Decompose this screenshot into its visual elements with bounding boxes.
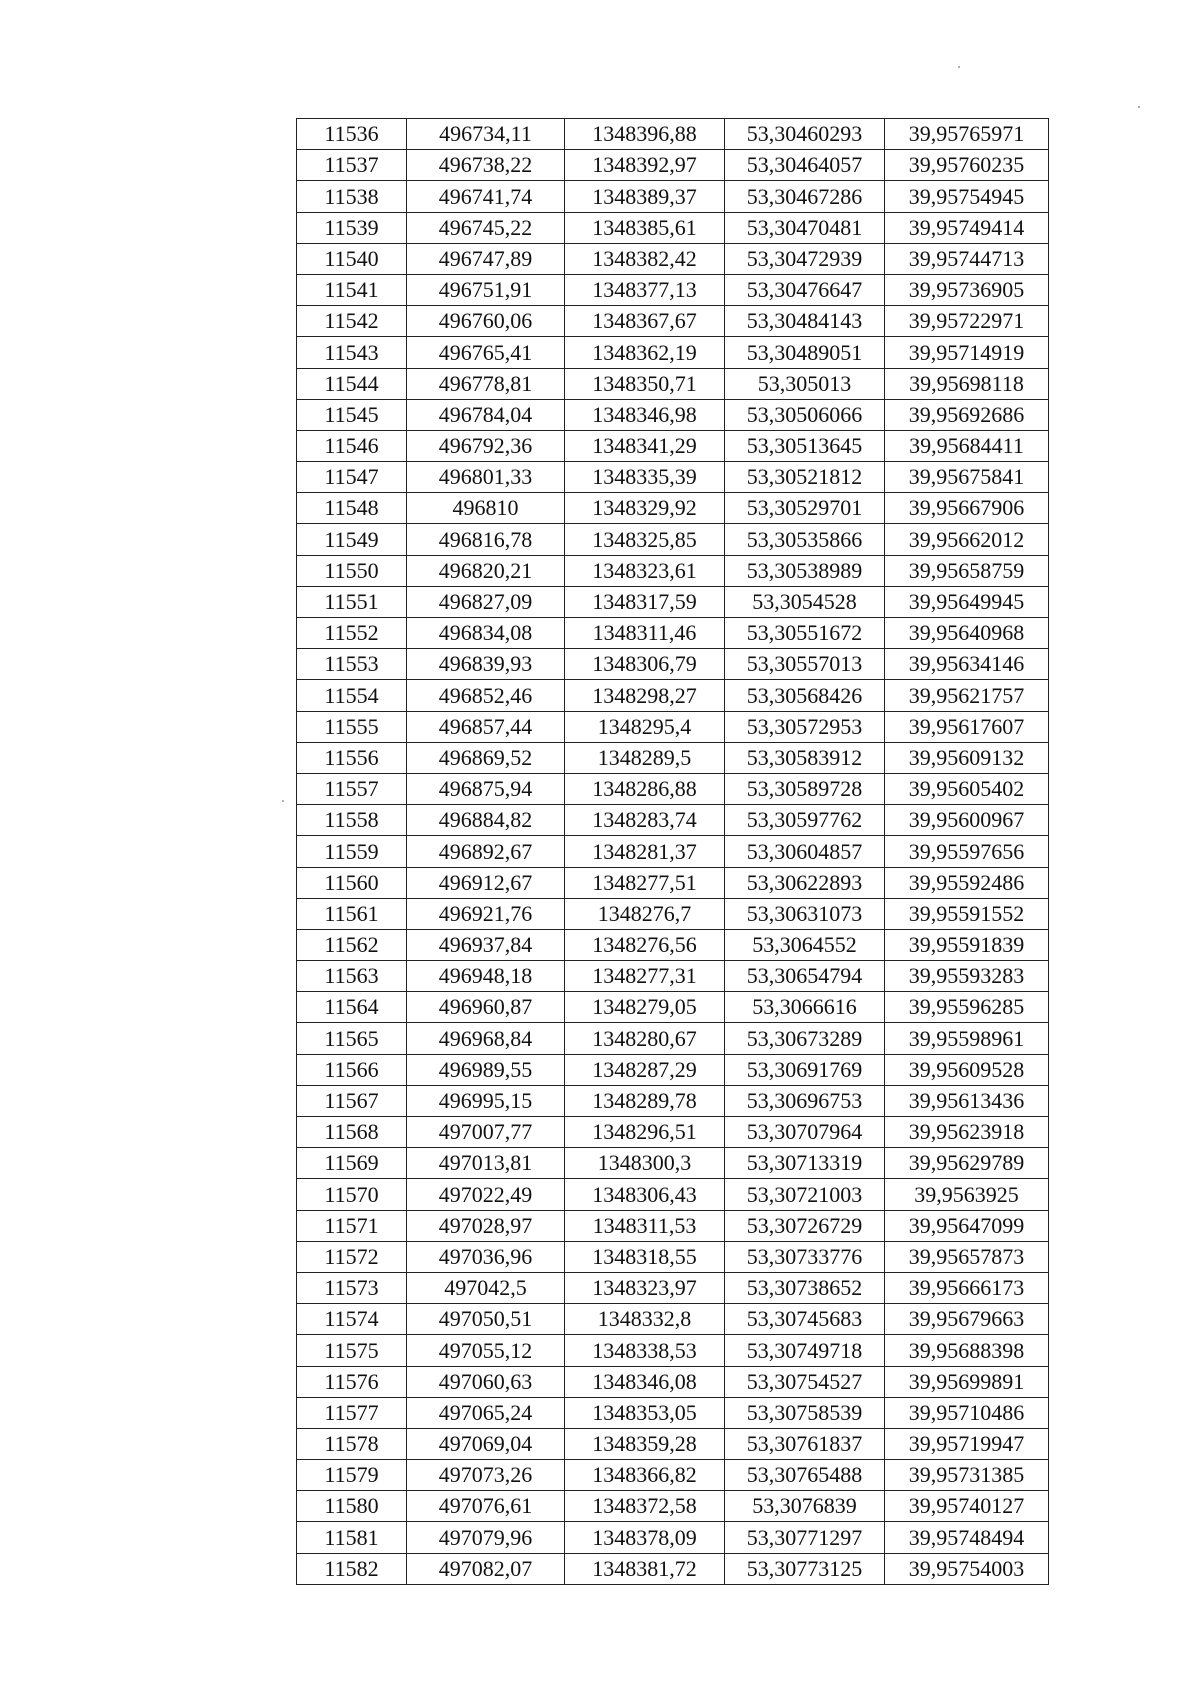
point-number-cell: 11549: [297, 524, 407, 555]
latitude-cell: 53,30589728: [725, 773, 885, 804]
longitude-cell: 39,95740127: [885, 1491, 1049, 1522]
point-number-cell: 11579: [297, 1460, 407, 1491]
table-row: [297, 119, 1049, 150]
y-coordinate-cell: 1348382,42: [565, 243, 725, 274]
latitude-cell: 53,30489051: [725, 337, 885, 368]
y-coordinate-cell: 1348385,61: [565, 212, 725, 243]
point-number-cell: 11582: [297, 1553, 407, 1584]
latitude-cell: 53,30773125: [725, 1553, 885, 1584]
longitude-cell: 39,95649945: [885, 586, 1049, 617]
longitude-cell: 39,95675841: [885, 462, 1049, 493]
table-row: [297, 1553, 1049, 1584]
latitude-cell: 53,30538989: [725, 555, 885, 586]
point-number-cell: 11553: [297, 649, 407, 680]
longitude-cell: 39,95662012: [885, 524, 1049, 555]
longitude-cell: 39,95692686: [885, 399, 1049, 430]
table-row: [297, 181, 1049, 212]
point-number-cell: 11540: [297, 243, 407, 274]
x-coordinate-cell: 496968,84: [407, 1023, 565, 1054]
point-number-cell: 11565: [297, 1023, 407, 1054]
point-number-cell: 11561: [297, 898, 407, 929]
longitude-cell: 39,95596285: [885, 992, 1049, 1023]
point-number-cell: 11552: [297, 618, 407, 649]
table-row: [297, 1148, 1049, 1179]
point-number-cell: 11547: [297, 462, 407, 493]
y-coordinate-cell: 1348311,53: [565, 1210, 725, 1241]
y-coordinate-cell: 1348279,05: [565, 992, 725, 1023]
latitude-cell: 53,30622893: [725, 867, 885, 898]
x-coordinate-cell: 496827,09: [407, 586, 565, 617]
point-number-cell: 11572: [297, 1241, 407, 1272]
table-row: [297, 992, 1049, 1023]
latitude-cell: 53,30733776: [725, 1241, 885, 1272]
longitude-cell: 39,95591839: [885, 929, 1049, 960]
x-coordinate-cell: 496747,89: [407, 243, 565, 274]
table-row: [297, 524, 1049, 555]
x-coordinate-cell: 496734,11: [407, 119, 565, 150]
y-coordinate-cell: 1348281,37: [565, 836, 725, 867]
x-coordinate-cell: 497065,24: [407, 1397, 565, 1428]
x-coordinate-cell: 496792,36: [407, 430, 565, 461]
point-number-cell: 11575: [297, 1335, 407, 1366]
x-coordinate-cell: 497073,26: [407, 1460, 565, 1491]
longitude-cell: 39,95593283: [885, 961, 1049, 992]
x-coordinate-cell: 496995,15: [407, 1085, 565, 1116]
table-row: [297, 1335, 1049, 1366]
y-coordinate-cell: 1348318,55: [565, 1241, 725, 1272]
latitude-cell: 53,30557013: [725, 649, 885, 680]
y-coordinate-cell: 1348306,43: [565, 1179, 725, 1210]
table-row: [297, 1272, 1049, 1303]
table-row: [297, 773, 1049, 804]
y-coordinate-cell: 1348381,72: [565, 1553, 725, 1584]
y-coordinate-cell: 1348329,92: [565, 493, 725, 524]
latitude-cell: 53,30749718: [725, 1335, 885, 1366]
point-number-cell: 11559: [297, 836, 407, 867]
x-coordinate-cell: 497013,81: [407, 1148, 565, 1179]
point-number-cell: 11548: [297, 493, 407, 524]
table-row: [297, 1085, 1049, 1116]
latitude-cell: 53,30597762: [725, 805, 885, 836]
point-number-cell: 11546: [297, 430, 407, 461]
x-coordinate-cell: 496884,82: [407, 805, 565, 836]
latitude-cell: 53,3076839: [725, 1491, 885, 1522]
x-coordinate-cell: 497069,04: [407, 1428, 565, 1459]
longitude-cell: 39,95621757: [885, 680, 1049, 711]
x-coordinate-cell: 496778,81: [407, 368, 565, 399]
longitude-cell: 39,95598961: [885, 1023, 1049, 1054]
longitude-cell: 39,95731385: [885, 1460, 1049, 1491]
latitude-cell: 53,30568426: [725, 680, 885, 711]
point-number-cell: 11558: [297, 805, 407, 836]
y-coordinate-cell: 1348296,51: [565, 1117, 725, 1148]
point-number-cell: 11567: [297, 1085, 407, 1116]
y-coordinate-cell: 1348300,3: [565, 1148, 725, 1179]
point-number-cell: 11571: [297, 1210, 407, 1241]
scan-speck: [1138, 106, 1140, 108]
table-row: [297, 586, 1049, 617]
point-number-cell: 11562: [297, 929, 407, 960]
longitude-cell: 39,95613436: [885, 1085, 1049, 1116]
point-number-cell: 11555: [297, 711, 407, 742]
point-number-cell: 11550: [297, 555, 407, 586]
x-coordinate-cell: 497082,07: [407, 1553, 565, 1584]
longitude-cell: 39,95688398: [885, 1335, 1049, 1366]
table-row: [297, 1023, 1049, 1054]
x-coordinate-cell: 497042,5: [407, 1272, 565, 1303]
y-coordinate-cell: 1348346,08: [565, 1366, 725, 1397]
y-coordinate-cell: 1348362,19: [565, 337, 725, 368]
longitude-cell: 39,95754003: [885, 1553, 1049, 1584]
latitude-cell: 53,30771297: [725, 1522, 885, 1553]
point-number-cell: 11564: [297, 992, 407, 1023]
x-coordinate-cell: 496820,21: [407, 555, 565, 586]
table-row: [297, 805, 1049, 836]
latitude-cell: 53,30696753: [725, 1085, 885, 1116]
latitude-cell: 53,30470481: [725, 212, 885, 243]
y-coordinate-cell: 1348366,82: [565, 1460, 725, 1491]
y-coordinate-cell: 1348289,78: [565, 1085, 725, 1116]
longitude-cell: 39,95609132: [885, 742, 1049, 773]
scan-speck: [958, 66, 960, 68]
y-coordinate-cell: 1348338,53: [565, 1335, 725, 1366]
x-coordinate-cell: 496751,91: [407, 274, 565, 305]
y-coordinate-cell: 1348367,67: [565, 306, 725, 337]
x-coordinate-cell: 496857,44: [407, 711, 565, 742]
latitude-cell: 53,30467286: [725, 181, 885, 212]
longitude-cell: 39,95754945: [885, 181, 1049, 212]
point-number-cell: 11539: [297, 212, 407, 243]
y-coordinate-cell: 1348372,58: [565, 1491, 725, 1522]
latitude-cell: 53,30583912: [725, 742, 885, 773]
latitude-cell: 53,30745683: [725, 1304, 885, 1335]
y-coordinate-cell: 1348277,31: [565, 961, 725, 992]
y-coordinate-cell: 1348396,88: [565, 119, 725, 150]
y-coordinate-cell: 1348280,67: [565, 1023, 725, 1054]
point-number-cell: 11580: [297, 1491, 407, 1522]
coordinates-table-body: [297, 119, 1049, 1585]
y-coordinate-cell: 1348378,09: [565, 1522, 725, 1553]
y-coordinate-cell: 1348283,74: [565, 805, 725, 836]
y-coordinate-cell: 1348392,97: [565, 150, 725, 181]
latitude-cell: 53,30738652: [725, 1272, 885, 1303]
table-row: [297, 1054, 1049, 1085]
latitude-cell: 53,30604857: [725, 836, 885, 867]
scan-speck: [282, 800, 284, 802]
x-coordinate-cell: 496869,52: [407, 742, 565, 773]
longitude-cell: 39,95765971: [885, 119, 1049, 150]
table-row: [297, 742, 1049, 773]
y-coordinate-cell: 1348295,4: [565, 711, 725, 742]
longitude-cell: 39,95600967: [885, 805, 1049, 836]
point-number-cell: 11578: [297, 1428, 407, 1459]
point-number-cell: 11563: [297, 961, 407, 992]
latitude-cell: 53,30754527: [725, 1366, 885, 1397]
point-number-cell: 11581: [297, 1522, 407, 1553]
table-row: [297, 836, 1049, 867]
longitude-cell: 39,95748494: [885, 1522, 1049, 1553]
latitude-cell: 53,30691769: [725, 1054, 885, 1085]
x-coordinate-cell: 497076,61: [407, 1491, 565, 1522]
latitude-cell: 53,30713319: [725, 1148, 885, 1179]
latitude-cell: 53,30721003: [725, 1179, 885, 1210]
latitude-cell: 53,30551672: [725, 618, 885, 649]
latitude-cell: 53,30761837: [725, 1428, 885, 1459]
x-coordinate-cell: 496834,08: [407, 618, 565, 649]
longitude-cell: 39,95666173: [885, 1272, 1049, 1303]
table-row: [297, 649, 1049, 680]
longitude-cell: 39,95629789: [885, 1148, 1049, 1179]
x-coordinate-cell: 497050,51: [407, 1304, 565, 1335]
y-coordinate-cell: 1348287,29: [565, 1054, 725, 1085]
latitude-cell: 53,30506066: [725, 399, 885, 430]
point-number-cell: 11569: [297, 1148, 407, 1179]
point-number-cell: 11568: [297, 1117, 407, 1148]
latitude-cell: 53,30513645: [725, 430, 885, 461]
y-coordinate-cell: 1348317,59: [565, 586, 725, 617]
y-coordinate-cell: 1348377,13: [565, 274, 725, 305]
y-coordinate-cell: 1348277,51: [565, 867, 725, 898]
longitude-cell: 39,95679663: [885, 1304, 1049, 1335]
table-row: [297, 212, 1049, 243]
point-number-cell: 11551: [297, 586, 407, 617]
point-number-cell: 11554: [297, 680, 407, 711]
x-coordinate-cell: 496960,87: [407, 992, 565, 1023]
latitude-cell: 53,30765488: [725, 1460, 885, 1491]
latitude-cell: 53,305013: [725, 368, 885, 399]
table-row: [297, 1179, 1049, 1210]
point-number-cell: 11566: [297, 1054, 407, 1085]
table-row: [297, 274, 1049, 305]
point-number-cell: 11542: [297, 306, 407, 337]
longitude-cell: 39,95714919: [885, 337, 1049, 368]
longitude-cell: 39,95634146: [885, 649, 1049, 680]
y-coordinate-cell: 1348286,88: [565, 773, 725, 804]
table-row: [297, 1397, 1049, 1428]
longitude-cell: 39,95597656: [885, 836, 1049, 867]
y-coordinate-cell: 1348311,46: [565, 618, 725, 649]
point-number-cell: 11543: [297, 337, 407, 368]
y-coordinate-cell: 1348335,39: [565, 462, 725, 493]
y-coordinate-cell: 1348346,98: [565, 399, 725, 430]
point-number-cell: 11574: [297, 1304, 407, 1335]
x-coordinate-cell: 497028,97: [407, 1210, 565, 1241]
x-coordinate-cell: 496810: [407, 493, 565, 524]
latitude-cell: 53,3066616: [725, 992, 885, 1023]
y-coordinate-cell: 1348323,61: [565, 555, 725, 586]
longitude-cell: 39,95657873: [885, 1241, 1049, 1272]
table-row: [297, 961, 1049, 992]
table-row: [297, 1522, 1049, 1553]
table-row: [297, 368, 1049, 399]
x-coordinate-cell: 497022,49: [407, 1179, 565, 1210]
longitude-cell: 39,95698118: [885, 368, 1049, 399]
x-coordinate-cell: 496765,41: [407, 337, 565, 368]
x-coordinate-cell: 496738,22: [407, 150, 565, 181]
y-coordinate-cell: 1348359,28: [565, 1428, 725, 1459]
longitude-cell: 39,95722971: [885, 306, 1049, 337]
point-number-cell: 11545: [297, 399, 407, 430]
table-row: [297, 929, 1049, 960]
table-row: [297, 243, 1049, 274]
x-coordinate-cell: 496760,06: [407, 306, 565, 337]
y-coordinate-cell: 1348289,5: [565, 742, 725, 773]
longitude-cell: 39,9563925: [885, 1179, 1049, 1210]
point-number-cell: 11573: [297, 1272, 407, 1303]
latitude-cell: 53,30535866: [725, 524, 885, 555]
longitude-cell: 39,95710486: [885, 1397, 1049, 1428]
x-coordinate-cell: 496912,67: [407, 867, 565, 898]
x-coordinate-cell: 496948,18: [407, 961, 565, 992]
table-row: [297, 306, 1049, 337]
latitude-cell: 53,30521812: [725, 462, 885, 493]
table-row: [297, 337, 1049, 368]
x-coordinate-cell: 496892,67: [407, 836, 565, 867]
x-coordinate-cell: 496921,76: [407, 898, 565, 929]
x-coordinate-cell: 496745,22: [407, 212, 565, 243]
y-coordinate-cell: 1348350,71: [565, 368, 725, 399]
latitude-cell: 53,30654794: [725, 961, 885, 992]
x-coordinate-cell: 496839,93: [407, 649, 565, 680]
table-row: [297, 1366, 1049, 1397]
longitude-cell: 39,95667906: [885, 493, 1049, 524]
longitude-cell: 39,95699891: [885, 1366, 1049, 1397]
longitude-cell: 39,95749414: [885, 212, 1049, 243]
point-number-cell: 11576: [297, 1366, 407, 1397]
x-coordinate-cell: 496784,04: [407, 399, 565, 430]
x-coordinate-cell: 497007,77: [407, 1117, 565, 1148]
table-row: [297, 1428, 1049, 1459]
table-row: [297, 680, 1049, 711]
longitude-cell: 39,95647099: [885, 1210, 1049, 1241]
x-coordinate-cell: 497036,96: [407, 1241, 565, 1272]
x-coordinate-cell: 496741,74: [407, 181, 565, 212]
x-coordinate-cell: 496816,78: [407, 524, 565, 555]
point-number-cell: 11544: [297, 368, 407, 399]
longitude-cell: 39,95760235: [885, 150, 1049, 181]
table-row: [297, 462, 1049, 493]
x-coordinate-cell: 496852,46: [407, 680, 565, 711]
y-coordinate-cell: 1348306,79: [565, 649, 725, 680]
point-number-cell: 11541: [297, 274, 407, 305]
table-row: [297, 493, 1049, 524]
longitude-cell: 39,95609528: [885, 1054, 1049, 1085]
y-coordinate-cell: 1348341,29: [565, 430, 725, 461]
x-coordinate-cell: 497060,63: [407, 1366, 565, 1397]
y-coordinate-cell: 1348389,37: [565, 181, 725, 212]
longitude-cell: 39,95617607: [885, 711, 1049, 742]
table-row: [297, 1304, 1049, 1335]
table-row: [297, 618, 1049, 649]
longitude-cell: 39,95658759: [885, 555, 1049, 586]
latitude-cell: 53,30476647: [725, 274, 885, 305]
longitude-cell: 39,95623918: [885, 1117, 1049, 1148]
y-coordinate-cell: 1348325,85: [565, 524, 725, 555]
x-coordinate-cell: 496801,33: [407, 462, 565, 493]
latitude-cell: 53,30472939: [725, 243, 885, 274]
x-coordinate-cell: 496875,94: [407, 773, 565, 804]
y-coordinate-cell: 1348353,05: [565, 1397, 725, 1428]
table-row: [297, 867, 1049, 898]
table-row: [297, 399, 1049, 430]
longitude-cell: 39,95605402: [885, 773, 1049, 804]
latitude-cell: 53,30673289: [725, 1023, 885, 1054]
x-coordinate-cell: 497055,12: [407, 1335, 565, 1366]
latitude-cell: 53,30460293: [725, 119, 885, 150]
table-row: [297, 150, 1049, 181]
table-row: [297, 711, 1049, 742]
y-coordinate-cell: 1348323,97: [565, 1272, 725, 1303]
point-number-cell: 11538: [297, 181, 407, 212]
y-coordinate-cell: 1348276,7: [565, 898, 725, 929]
x-coordinate-cell: 496937,84: [407, 929, 565, 960]
table-row: [297, 1241, 1049, 1272]
latitude-cell: 53,30631073: [725, 898, 885, 929]
x-coordinate-cell: 497079,96: [407, 1522, 565, 1553]
point-number-cell: 11577: [297, 1397, 407, 1428]
latitude-cell: 53,30758539: [725, 1397, 885, 1428]
latitude-cell: 53,30529701: [725, 493, 885, 524]
table-row: [297, 898, 1049, 929]
longitude-cell: 39,95736905: [885, 274, 1049, 305]
table-row: [297, 430, 1049, 461]
longitude-cell: 39,95744713: [885, 243, 1049, 274]
latitude-cell: 53,30707964: [725, 1117, 885, 1148]
table-row: [297, 1491, 1049, 1522]
longitude-cell: 39,95592486: [885, 867, 1049, 898]
table-row: [297, 1210, 1049, 1241]
point-number-cell: 11570: [297, 1179, 407, 1210]
point-number-cell: 11557: [297, 773, 407, 804]
longitude-cell: 39,95684411: [885, 430, 1049, 461]
x-coordinate-cell: 496989,55: [407, 1054, 565, 1085]
point-number-cell: 11556: [297, 742, 407, 773]
latitude-cell: 53,30484143: [725, 306, 885, 337]
y-coordinate-cell: 1348276,56: [565, 929, 725, 960]
point-number-cell: 11537: [297, 150, 407, 181]
point-number-cell: 11536: [297, 119, 407, 150]
latitude-cell: 53,30726729: [725, 1210, 885, 1241]
longitude-cell: 39,95640968: [885, 618, 1049, 649]
table-row: [297, 1460, 1049, 1491]
y-coordinate-cell: 1348332,8: [565, 1304, 725, 1335]
table-row: [297, 555, 1049, 586]
latitude-cell: 53,3054528: [725, 586, 885, 617]
y-coordinate-cell: 1348298,27: [565, 680, 725, 711]
longitude-cell: 39,95591552: [885, 898, 1049, 929]
latitude-cell: 53,3064552: [725, 929, 885, 960]
latitude-cell: 53,30572953: [725, 711, 885, 742]
longitude-cell: 39,95719947: [885, 1428, 1049, 1459]
table-row: [297, 1117, 1049, 1148]
point-number-cell: 11560: [297, 867, 407, 898]
coordinates-table: [296, 118, 1049, 1585]
latitude-cell: 53,30464057: [725, 150, 885, 181]
